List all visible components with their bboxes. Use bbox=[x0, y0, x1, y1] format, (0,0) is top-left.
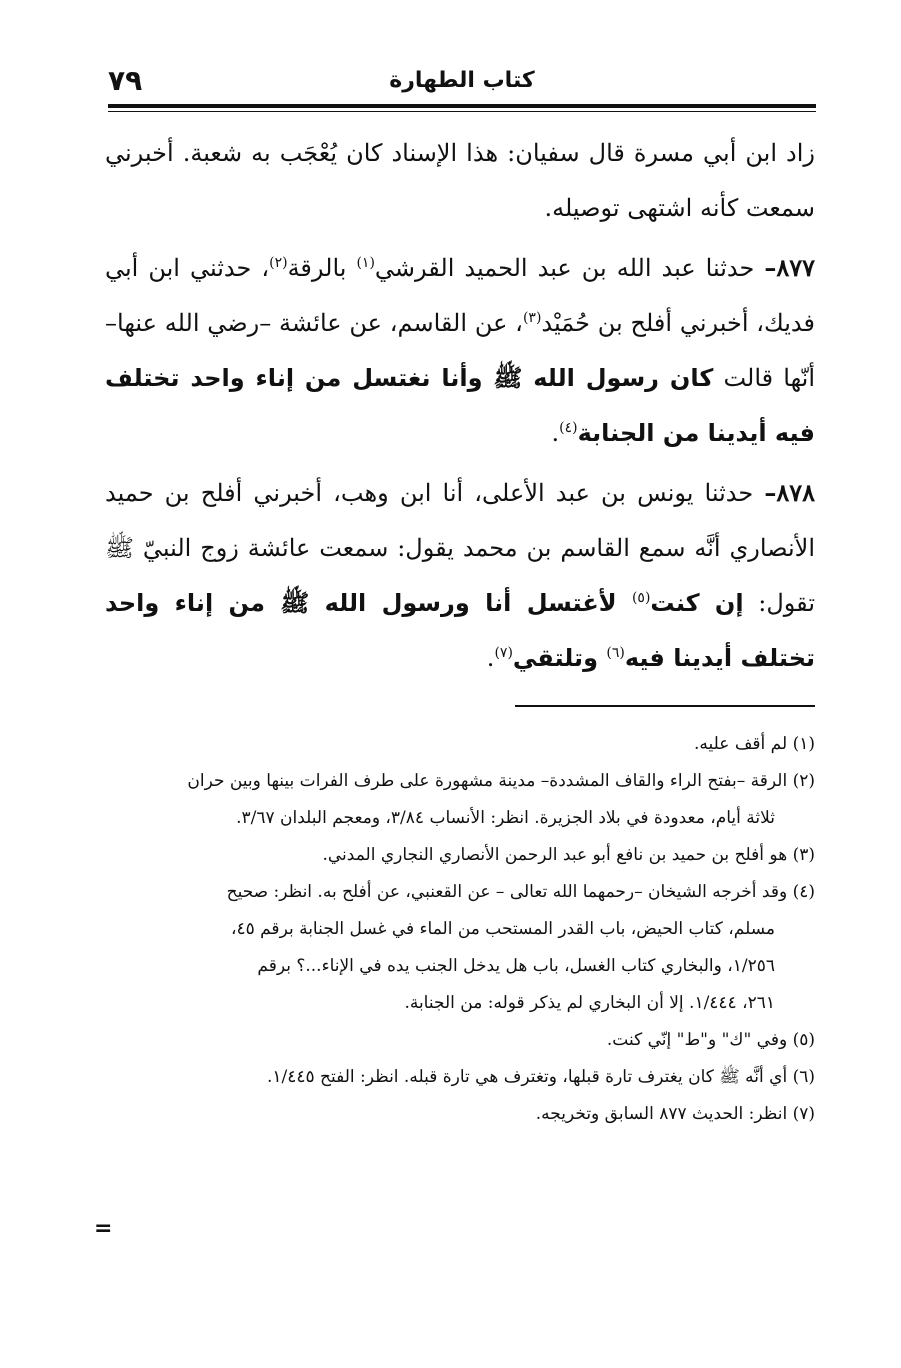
footnote-2: (٢) الرقة –بفتح الراء والقاف المشددة– مدينة مشهورة على طرف الفرات بينها وبين حران bbox=[187, 771, 815, 791]
page-end-mark: = bbox=[94, 1216, 113, 1241]
footnote-ref: (٤) bbox=[559, 420, 578, 436]
footnote-separator bbox=[515, 705, 815, 707]
isnad-text: بالرقة bbox=[287, 254, 357, 282]
footnote-1: (١) لم أقف عليه. bbox=[694, 734, 815, 754]
isnad-text: حدثنا يونس بن عبد الأعلى، أنا ابن وهب، أخبرني أفلح بن حميد الأنصاري أنَّه سمع القاسم بن محمد يقول: سمعت عائشة زوج النبيّ ﷺ تقول: bbox=[105, 479, 815, 617]
isnad-text: حدثنا عبد الله بن عبد الحميد القرشي bbox=[374, 254, 765, 282]
matn-bold: لأغتسل أنا ورسول الله ﷺ من إناء واحد تختلف أيدينا فيه bbox=[105, 589, 815, 672]
period: . bbox=[486, 644, 495, 672]
hadith-number: ٨٧٨– bbox=[764, 478, 815, 507]
isnad-text: ، حدثني ابن أبي فديك، أخبرني أفلح بن حُمَيْد bbox=[105, 254, 815, 337]
footnotes bbox=[105, 726, 815, 1133]
footnote-ref: (٥) bbox=[631, 590, 651, 606]
footnote-4-cont: ١/٢٥٦، والبخاري كتاب الغسل، باب هل يدخل الجنب يده في الإناء...؟ برقم bbox=[257, 956, 775, 976]
hadith-878 bbox=[105, 465, 815, 686]
footnote-ref: (٦) bbox=[606, 645, 625, 661]
footnote-4: (٤) وقد أخرجه الشيخان –رحمهما الله تعالى – عن القعنبي، عن أفلح به. انظر: صحيح bbox=[226, 882, 815, 902]
footnote-5: (٥) وفي "ك" و"ط" إنّي كنت. bbox=[606, 1030, 815, 1050]
isnad-text: ، عن القاسم، عن عائشة –رضي الله عنها– أنّها قالت bbox=[105, 309, 815, 392]
footnote-2-cont: ثلاثة أيام، معدودة في بلاد الجزيرة. انظر: الأنساب ٣/٨٤، ومعجم البلدان ٣/٦٧. bbox=[236, 808, 775, 828]
matn-bold: وتلتقي bbox=[512, 644, 607, 672]
matn-bold: إن كنت bbox=[650, 589, 744, 617]
running-header bbox=[108, 62, 816, 102]
page-number: ٧٩ bbox=[108, 64, 143, 97]
hadith-877 bbox=[105, 240, 815, 461]
footnote-4-cont: مسلم، كتاب الحيض، باب القدر المستحب من الماء في غسل الجنابة برقم ٤٥، bbox=[230, 919, 775, 939]
footnote-ref: (١) bbox=[356, 255, 375, 271]
footnote-3: (٣) هو أفلح بن حميد بن نافع أبو عبد الرحمن الأنصاري النجاري المدني. bbox=[322, 845, 815, 865]
footnote-7: (٧) انظر: الحديث ٨٧٧ السابق وتخريجه. bbox=[535, 1104, 815, 1124]
main-text bbox=[105, 126, 815, 690]
footnote-4-cont: ٢٦١، ١/٤٤٤. إلا أن البخاري لم يذكر قوله: من الجنابة. bbox=[404, 993, 775, 1013]
chapter-title: كتاب الطهارة bbox=[389, 68, 535, 93]
matn-bold: كان رسول الله ﷺ وأنا نغتسل من إناء واحد تختلف فيه أيدينا من الجنابة bbox=[105, 364, 815, 447]
footnote-ref: (٢) bbox=[269, 255, 288, 271]
footnote-ref: (٧) bbox=[494, 645, 513, 661]
paragraph-intro: زاد ابن أبي مسرة قال سفيان: هذا الإسناد كان يُعْجَب به شعبة. أخبرني سمعت كأنه اشتهى توصيله. bbox=[105, 139, 815, 222]
header-rule-thick bbox=[108, 104, 816, 108]
hadith-number: ٨٧٧– bbox=[764, 253, 816, 282]
header-rule-thin bbox=[108, 111, 816, 112]
period: . bbox=[551, 419, 560, 447]
footnote-ref: (٣) bbox=[522, 310, 542, 326]
footnote-6: (٦) أي أنَّه ﷺ كان يغترف تارة قبلها، وتغترف هي تارة قبله. انظر: الفتح ١/٤٤٥. bbox=[266, 1067, 815, 1087]
